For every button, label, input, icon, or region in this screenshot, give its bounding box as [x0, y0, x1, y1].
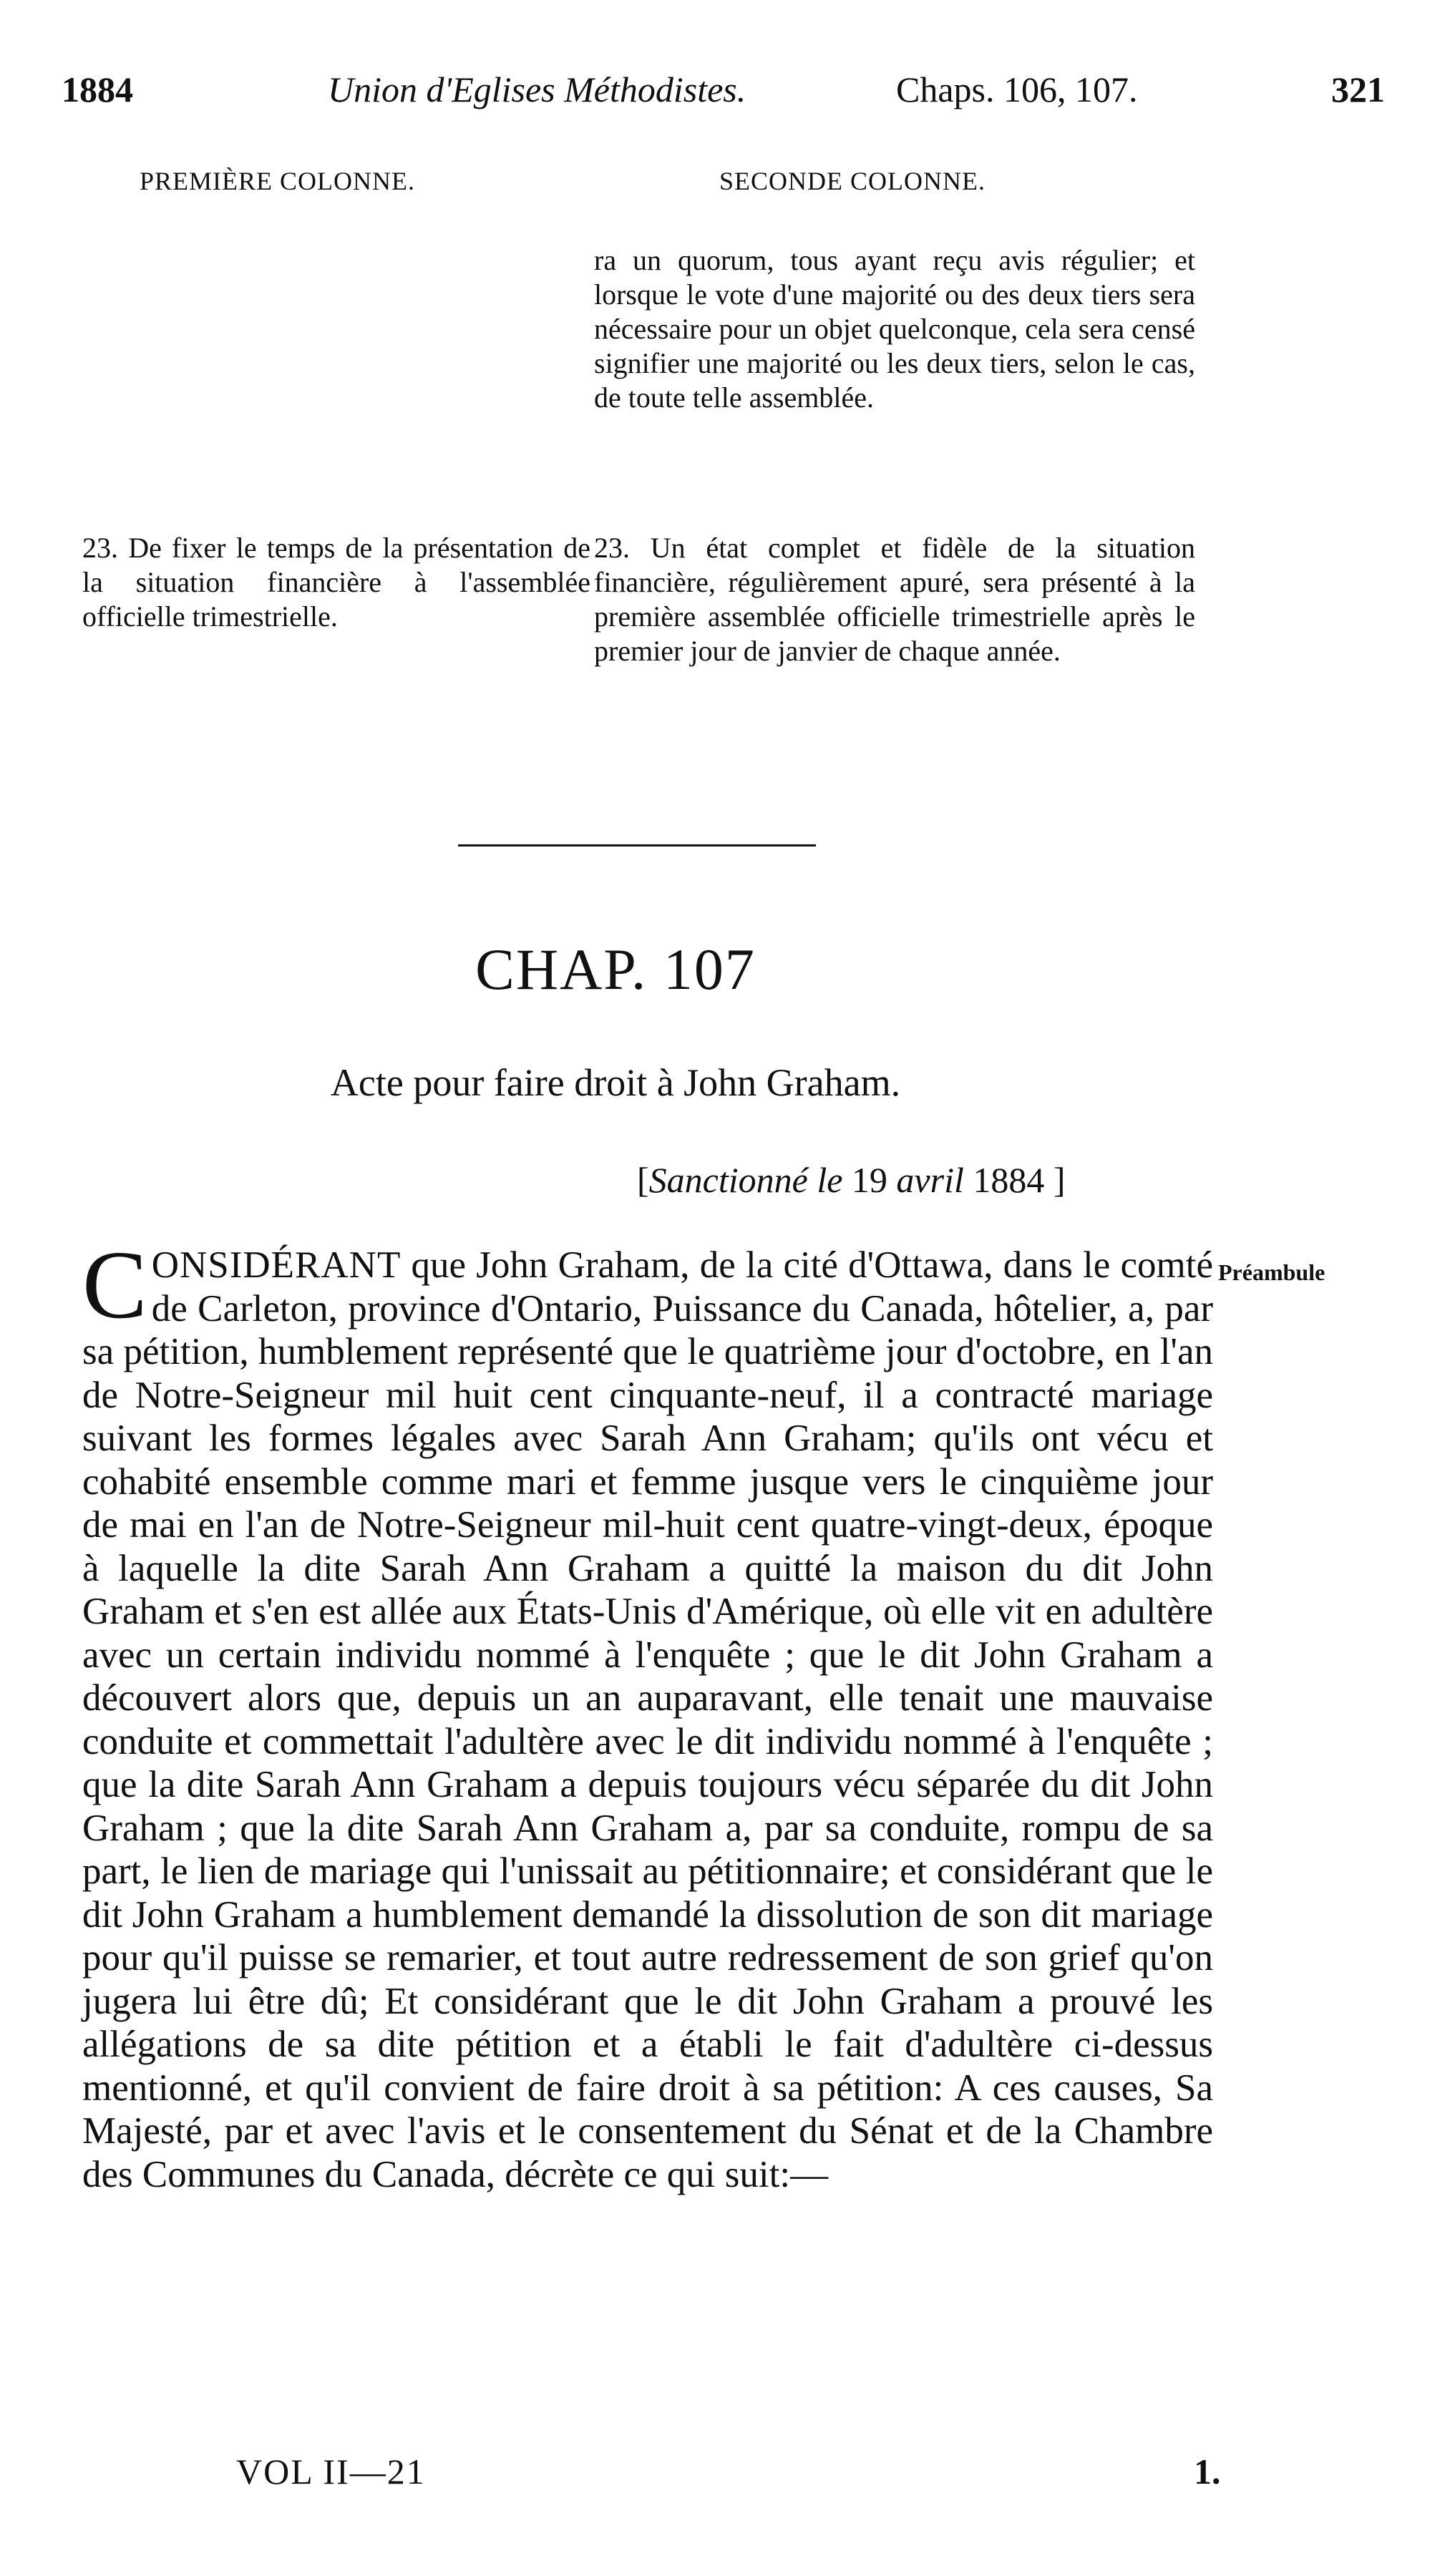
- preamble-text: que John Graham, de la cité d'Ottawa, dans le comté de Carleton, province d'Ontario, Puissance du Canada, hôtelier, a, par sa pétition, humblement représenté que le quatrième jour d'octobre, en l'an de Notre-Seigneur mil huit cent cinquante-neuf, il a contracté mariage suivant les formes légales avec Sarah Ann Graham; qu'ils ont vécu et cohabité ensemble comme mari et femme jusque vers le cinquième jour de mai en l'an de Notre-Seigneur mil-huit cent quatre-vingt-deux, époque à laquelle la dite Sarah Ann Graham a quitté la maison du dit John Graham et s'en est allée aux États-Unis d'Amérique, où elle vit en adultère avec un certain individu nommé à l'enquête ; que le dit John Graham a découvert alors que, depuis un an auparavant, elle tenait une mauvaise conduite et commettait l'adultère avec le dit individu nommé à l'enquête ; que la dite Sarah Ann Graham a depuis toujours vécu séparée du dit John Graham ; que la dite Sarah Ann Graham a, par sa conduite, rompu de sa part, le lien de mariage qui l'unissait au pétitionnaire; et considérant que le dit John Graham a humblement demandé la dissolution de son dit mariage pour qu'il puisse se remarier, et tout autre redressement de son grief qu'on jugera lui être dû; Et considérant que le dit John Graham a prouvé les allégations de sa dite pétition et a établi le fait d'adultère ci-dessus mentionné, et qu'il convient de faire droit à sa pétition: A ces causes, Sa Majesté, par et avec l'avis et le consentement du Sénat et de la Chambre des Communes du Canada, décrète ce qui suit:—: [82, 1244, 1214, 2195]
- header-chapters: Chaps. 106, 107.: [896, 69, 1138, 109]
- sanction-close-bracket: ]: [1053, 1160, 1066, 1200]
- second-column-item-23: 23. Un état complet et fidèle de la situation financière, régulièrement apuré, sera présenté à la première assemblée officielle trimestrielle après le premier jour de janvier de chaque année.: [594, 532, 1195, 667]
- page-number: 321: [1331, 69, 1385, 109]
- preamble-paragraph: [82, 1231, 1214, 2196]
- margin-note-preamble: Préambule: [1218, 1259, 1325, 1285]
- sanction-day: 19: [851, 1160, 887, 1200]
- sheet-signature: 1.: [1194, 2451, 1221, 2492]
- header-year: 1884: [62, 69, 133, 109]
- first-column-heading: PREMIÈRE COLONNE.: [140, 167, 415, 195]
- sanction-month: avril: [896, 1160, 964, 1200]
- second-column-continuation: ra un quorum, tous ayant reçu avis régulier; et lorsque le vote d'une majorité ou des deux tiers sera nécessaire pour un objet quelconque, cela sera censé signifier une majorité ou les deux tiers, selon le cas, de toute telle assemblée.: [594, 244, 1195, 414]
- drop-cap: C: [82, 1231, 147, 1339]
- sanction-label: Sanctionné le: [648, 1160, 843, 1200]
- section-divider: [458, 844, 816, 847]
- volume-signature: VOL II—21: [236, 2451, 426, 2492]
- first-column-item-23: 23. De fixer le temps de la présentation de la situation financière à l'assemblée officielle trimestrielle.: [82, 532, 590, 633]
- sanction-date: [637, 1157, 1066, 1203]
- sanction-year: 1884: [973, 1160, 1045, 1200]
- sanction-open-bracket: [: [637, 1160, 649, 1200]
- second-column-heading: SECONDE COLONNE.: [719, 167, 986, 195]
- act-title: Acte pour faire droit à John Graham.: [330, 1061, 901, 1104]
- preamble-first-word: ONSIDÉRANT: [151, 1244, 402, 1286]
- running-title: Union d'Eglises Méthodistes.: [328, 69, 746, 109]
- chapter-heading: CHAP. 107: [475, 937, 756, 1002]
